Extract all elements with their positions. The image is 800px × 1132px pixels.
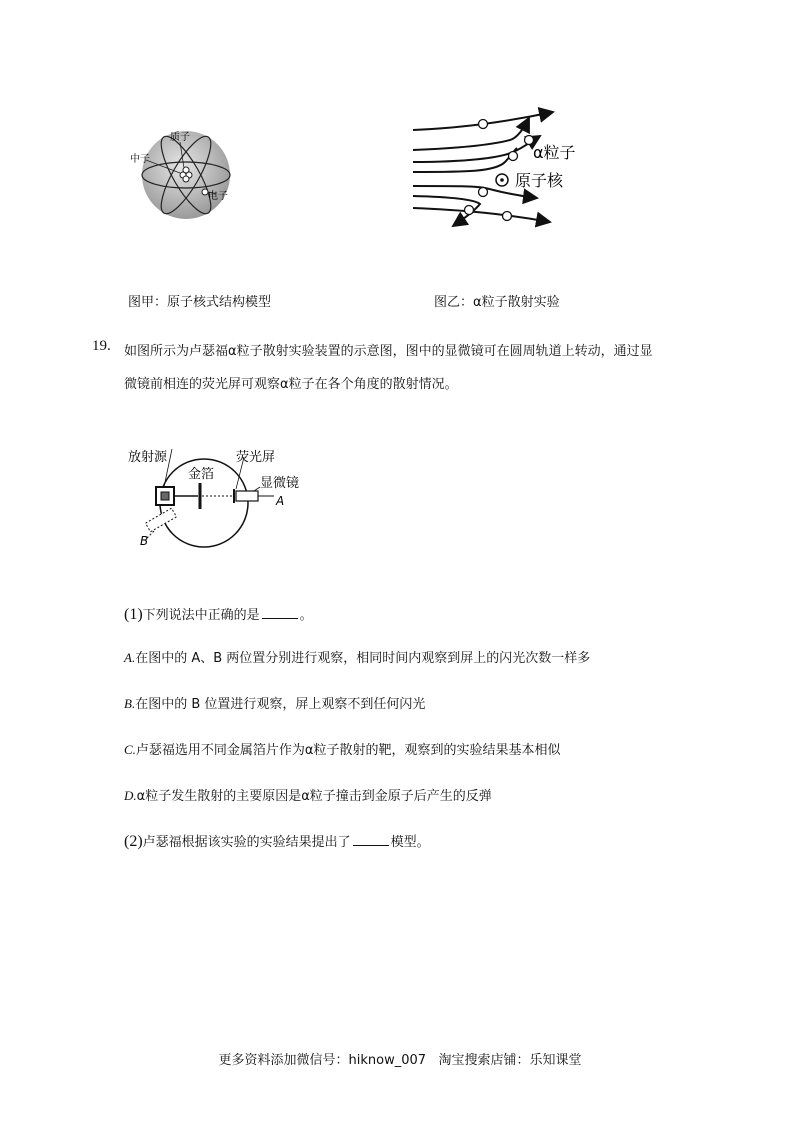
option-c	[124, 739, 561, 758]
neutron-label: 中子	[130, 154, 150, 165]
option-letter: B.	[124, 696, 136, 711]
proton-label: 质子	[170, 132, 190, 143]
option-text: 在图中的 B 位置进行观察，屏上观察不到任何闪光	[135, 697, 426, 712]
answer-blank-2[interactable]	[353, 833, 389, 846]
footer-text: 更多资料添加微信号：hiknow_007 淘宝搜索店铺：乐知课堂	[218, 1053, 582, 1068]
option-letter: D.	[124, 788, 137, 803]
foil-label: 金箔	[188, 467, 215, 482]
option-letter: C.	[124, 742, 136, 757]
part2-text-before: 卢瑟福根据该实验的实验结果提出了	[142, 835, 351, 850]
scattering-figure	[405, 100, 605, 235]
trajectory	[413, 208, 550, 222]
atom-model-figure	[128, 120, 238, 230]
nucleus-label: 原子核	[515, 171, 564, 190]
part1-end: 。	[299, 608, 313, 623]
option-text: α粒子发生散射的主要原因是α粒子撞击到金原子后产生的反弹	[136, 789, 492, 804]
part2-line	[124, 831, 430, 851]
source-label: 放射源	[128, 450, 168, 465]
apparatus-drawing	[128, 445, 318, 575]
part1-label: (1)	[124, 606, 143, 623]
part2-text-after: 模型。	[390, 835, 430, 850]
question-number: 19.	[92, 338, 111, 354]
option-text: 卢瑟福选用不同金属箔片作为α粒子散射的靶，观察到的实验结果基本相似	[135, 743, 561, 758]
position-b-label: B	[140, 534, 149, 548]
answer-blank-1[interactable]	[262, 606, 298, 619]
electron-label: 电子	[208, 191, 228, 202]
microscope-label: 显微镜	[260, 476, 300, 491]
screen-label: 荧光屏	[236, 450, 276, 465]
question-stem-line1: 如图所示为卢瑟福α粒子散射实验装置的示意图，图中的显微镜可在圆周轨道上转动，通过显	[124, 344, 653, 359]
apparatus-figure	[128, 445, 318, 575]
option-b	[124, 693, 425, 712]
option-text: 在图中的 A、B 两位置分别进行观察，相同时间内观察到屏上的闪光次数一样多	[135, 651, 591, 666]
option-letter: A.	[124, 650, 136, 665]
part1-text: 下列说法中正确的是	[142, 608, 260, 623]
trajectory	[413, 118, 529, 150]
alpha-label: α粒子	[533, 143, 576, 162]
scattering-drawing	[405, 100, 605, 235]
question-stem-line2: 微镜前相连的荧光屏可观察α粒子在各个角度的散射情况。	[124, 377, 458, 392]
atom-model-drawing	[128, 120, 238, 230]
microscope-body	[236, 491, 258, 501]
position-a-label: A	[276, 494, 285, 508]
caption-figure-a: 图甲：原子核式结构模型	[128, 295, 272, 310]
option-d	[124, 785, 492, 804]
nucleon	[183, 176, 189, 182]
option-a	[124, 647, 590, 666]
part1-line	[124, 604, 313, 624]
part2-label: (2)	[124, 833, 143, 850]
caption-figure-b: 图乙：α粒子散射实验	[434, 295, 560, 310]
